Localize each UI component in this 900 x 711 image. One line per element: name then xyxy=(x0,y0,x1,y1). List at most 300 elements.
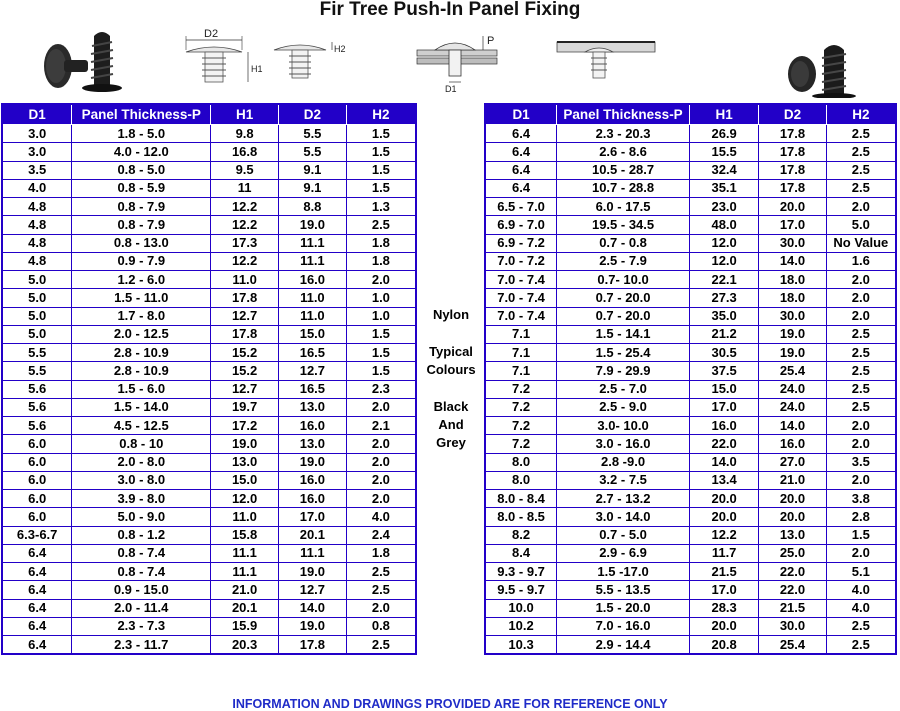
table-row xyxy=(485,198,896,216)
table-cell: 0.8 - 5.0 xyxy=(72,161,211,179)
table-cell: 2.5 - 7.9 xyxy=(557,252,690,270)
column-header: D1 xyxy=(485,104,557,125)
table-cell: 13.0 xyxy=(211,453,279,471)
table-row xyxy=(2,344,416,362)
table-cell: 15.2 xyxy=(211,344,279,362)
table-cell: 2.8 -9.0 xyxy=(557,453,690,471)
table-row xyxy=(2,289,416,307)
table-cell: 15.0 xyxy=(211,471,279,489)
table-cell: 12.7 xyxy=(211,380,279,398)
table-cell: 9.5 - 9.7 xyxy=(485,581,557,599)
table-cell: 17.8 xyxy=(759,125,826,143)
table-cell: 2.8 xyxy=(826,508,896,526)
table-row xyxy=(485,271,896,289)
table-row xyxy=(485,161,896,179)
table-cell: 4.0 xyxy=(826,581,896,599)
table-cell: 0.8 - 13.0 xyxy=(72,234,211,252)
table-cell: 17.0 xyxy=(279,508,347,526)
table-cell: 12.7 xyxy=(279,581,347,599)
column-header: H1 xyxy=(211,104,279,125)
table-cell: 11.0 xyxy=(211,271,279,289)
table-cell: 8.4 xyxy=(485,544,557,562)
table-cell: 6.0 xyxy=(2,508,72,526)
table-cell: 1.5 xyxy=(346,143,416,161)
table-cell: 5.0 xyxy=(2,289,72,307)
table-row xyxy=(485,453,896,471)
table-cell: 17.8 xyxy=(759,179,826,197)
table-cell: 3.0 xyxy=(2,125,72,143)
table-cell: 10.2 xyxy=(485,617,557,635)
table-cell: 32.4 xyxy=(689,161,758,179)
table-cell: 30.0 xyxy=(759,307,826,325)
table-row xyxy=(485,179,896,197)
table-cell: 2.5 xyxy=(826,617,896,635)
table-cell: 20.1 xyxy=(211,599,279,617)
table-cell: 17.8 xyxy=(211,289,279,307)
table-cell: 6.5 - 7.0 xyxy=(485,198,557,216)
table-row xyxy=(2,581,416,599)
table-cell: 10.5 - 28.7 xyxy=(557,161,690,179)
table-row xyxy=(2,398,416,416)
fixing-photo-left xyxy=(34,26,130,92)
table-cell: 2.0 xyxy=(346,271,416,289)
table-cell: 20.0 xyxy=(689,508,758,526)
table-cell: 9.5 xyxy=(211,161,279,179)
table-cell: 15.8 xyxy=(211,526,279,544)
table-cell: 16.0 xyxy=(279,271,347,289)
table-cell: 12.2 xyxy=(689,526,758,544)
table-cell: 25.4 xyxy=(759,362,826,380)
table-row xyxy=(2,252,416,270)
table-cell: 6.4 xyxy=(2,581,72,599)
table-cell: 2.5 - 7.0 xyxy=(557,380,690,398)
table-row xyxy=(2,380,416,398)
table-cell: 25.4 xyxy=(759,636,826,655)
table-cell: 16.0 xyxy=(759,435,826,453)
column-header: H1 xyxy=(689,104,758,125)
table-cell: 11.1 xyxy=(279,252,347,270)
table-cell: 13.0 xyxy=(279,398,347,416)
table-cell: 8.0 - 8.5 xyxy=(485,508,557,526)
column-header: H2 xyxy=(826,104,896,125)
table-cell: 35.0 xyxy=(689,307,758,325)
table-cell: 21.2 xyxy=(689,325,758,343)
table-cell: 7.0 - 7.4 xyxy=(485,271,557,289)
table-row xyxy=(485,490,896,508)
table-cell: 0.7 - 5.0 xyxy=(557,526,690,544)
table-cell: 2.0 xyxy=(826,271,896,289)
table-cell: 8.0 - 8.4 xyxy=(485,490,557,508)
table-cell: 6.4 xyxy=(485,125,557,143)
table-cell: 12.2 xyxy=(211,216,279,234)
table-cell: 1.5 xyxy=(346,325,416,343)
table-cell: 0.8 - 7.4 xyxy=(72,563,211,581)
table-cell: 3.0 - 8.0 xyxy=(72,471,211,489)
table-cell: 0.8 - 5.9 xyxy=(72,179,211,197)
table-cell: 1.5 xyxy=(346,362,416,380)
table-cell: 1.5 xyxy=(346,344,416,362)
table-cell: 19.0 xyxy=(759,325,826,343)
table-cell: 23.0 xyxy=(689,198,758,216)
material-label: Nylon xyxy=(432,307,470,322)
table-cell: 17.2 xyxy=(211,417,279,435)
table-cell: 14.0 xyxy=(279,599,347,617)
table-cell: 2.5 xyxy=(826,325,896,343)
table-cell: 3.2 - 7.5 xyxy=(557,471,690,489)
table-cell: 19.0 xyxy=(211,435,279,453)
table-cell: 19.0 xyxy=(279,617,347,635)
table-cell: 22.0 xyxy=(689,435,758,453)
table-cell: 4.0 xyxy=(346,508,416,526)
table-cell: 3.0 - 14.0 xyxy=(557,508,690,526)
table-cell: 5.0 xyxy=(2,325,72,343)
table-cell: 2.0 xyxy=(826,435,896,453)
table-row xyxy=(485,563,896,581)
table-cell: 2.0 xyxy=(346,471,416,489)
table-cell: 1.5 - 20.0 xyxy=(557,599,690,617)
table-cell: 5.5 xyxy=(279,125,347,143)
table-row xyxy=(2,544,416,562)
table-row xyxy=(2,198,416,216)
table-row xyxy=(485,252,896,270)
table-cell: 17.8 xyxy=(279,636,347,655)
table-cell: 2.4 xyxy=(346,526,416,544)
table-cell: 2.8 - 10.9 xyxy=(72,344,211,362)
table-cell: 16.0 xyxy=(279,471,347,489)
table-row xyxy=(485,599,896,617)
table-cell: 6.3-6.7 xyxy=(2,526,72,544)
table-row xyxy=(485,216,896,234)
table-cell: 13.0 xyxy=(279,435,347,453)
table-row xyxy=(2,271,416,289)
table-cell: 18.0 xyxy=(759,271,826,289)
table-row xyxy=(485,508,896,526)
table-cell: 5.5 - 13.5 xyxy=(557,581,690,599)
table-cell: 7.2 xyxy=(485,435,557,453)
colour-and-label: And xyxy=(438,417,464,432)
table-cell: 20.0 xyxy=(759,490,826,508)
column-header: H2 xyxy=(346,104,416,125)
page-title: Fir Tree Push-In Panel Fixing xyxy=(319,0,581,20)
table-cell: 27.0 xyxy=(759,453,826,471)
table-cell: 5.0 xyxy=(826,216,896,234)
column-header: Panel Thickness-P xyxy=(557,104,690,125)
table-cell: 1.8 - 5.0 xyxy=(72,125,211,143)
table-cell: No Value xyxy=(826,234,896,252)
table-row xyxy=(2,179,416,197)
table-row xyxy=(2,125,416,143)
label-h1: H1 xyxy=(251,64,263,74)
table-cell: 2.0 xyxy=(826,307,896,325)
table-row xyxy=(485,417,896,435)
table-cell: 2.5 xyxy=(826,362,896,380)
table-row xyxy=(485,581,896,599)
table-cell: 1.5 xyxy=(346,125,416,143)
table-row xyxy=(485,362,896,380)
table-cell: 4.5 - 12.5 xyxy=(72,417,211,435)
table-cell: 7.2 xyxy=(485,417,557,435)
table-cell: 11 xyxy=(211,179,279,197)
table-row xyxy=(485,617,896,635)
table-cell: 17.8 xyxy=(211,325,279,343)
table-cell: 6.0 xyxy=(2,471,72,489)
table-cell: 0.8 - 7.9 xyxy=(72,216,211,234)
table-cell: 0.7- 10.0 xyxy=(557,271,690,289)
table-cell: 2.3 - 11.7 xyxy=(72,636,211,655)
table-cell: 1.2 - 6.0 xyxy=(72,271,211,289)
table-cell: 2.5 xyxy=(346,581,416,599)
table-cell: 11.0 xyxy=(279,289,347,307)
table-cell: 8.0 xyxy=(485,453,557,471)
table-cell: 48.0 xyxy=(689,216,758,234)
table-cell: 20.8 xyxy=(689,636,758,655)
table-cell: 5.6 xyxy=(2,417,72,435)
table-cell: 4.8 xyxy=(2,216,72,234)
table-cell: 0.8 xyxy=(346,617,416,635)
table-row xyxy=(2,216,416,234)
table-cell: 7.0 - 16.0 xyxy=(557,617,690,635)
table-cell: 1.0 xyxy=(346,289,416,307)
table-row xyxy=(2,161,416,179)
table-cell: 1.5 xyxy=(346,179,416,197)
table-row xyxy=(2,636,416,655)
table-cell: 6.4 xyxy=(485,179,557,197)
table-cell: 0.7 - 20.0 xyxy=(557,307,690,325)
table-cell: 2.3 - 7.3 xyxy=(72,617,211,635)
table-cell: 1.0 xyxy=(346,307,416,325)
table-cell: 16.0 xyxy=(279,417,347,435)
table-cell: 12.7 xyxy=(279,362,347,380)
table-cell: 1.5 - 14.1 xyxy=(557,325,690,343)
panel-fixing-drawing xyxy=(555,34,665,84)
dimension-drawing-d2-h1 xyxy=(180,26,265,92)
table-row xyxy=(485,636,896,655)
installed-section-drawing xyxy=(415,28,505,96)
table-cell: 13.0 xyxy=(759,526,826,544)
table-cell: 11.7 xyxy=(689,544,758,562)
table-cell: 20.0 xyxy=(759,508,826,526)
table-cell: 30.0 xyxy=(759,617,826,635)
table-cell: 2.0 xyxy=(346,490,416,508)
table-cell: 8.8 xyxy=(279,198,347,216)
table-cell: 11.1 xyxy=(279,544,347,562)
table-row xyxy=(485,398,896,416)
colour-black-label: Black xyxy=(433,399,469,414)
table-cell: 26.9 xyxy=(689,125,758,143)
table-cell: 12.0 xyxy=(211,490,279,508)
table-cell: 0.8 - 1.2 xyxy=(72,526,211,544)
header-row xyxy=(2,104,416,125)
table-cell: 1.5 - 14.0 xyxy=(72,398,211,416)
table-cell: 2.5 xyxy=(826,179,896,197)
table-cell: 30.0 xyxy=(759,234,826,252)
table-cell: 5.5 xyxy=(2,344,72,362)
table-cell: 5.6 xyxy=(2,380,72,398)
table-cell: 17.0 xyxy=(689,398,758,416)
table-cell: 22.0 xyxy=(759,563,826,581)
table-cell: 12.0 xyxy=(689,252,758,270)
table-cell: 1.5 - 11.0 xyxy=(72,289,211,307)
table-cell: 5.5 xyxy=(279,143,347,161)
table-cell: 15.5 xyxy=(689,143,758,161)
table-row xyxy=(2,417,416,435)
typical-label: Typical xyxy=(429,344,473,359)
table-cell: 2.9 - 6.9 xyxy=(557,544,690,562)
table-row xyxy=(2,599,416,617)
table-cell: 7.1 xyxy=(485,362,557,380)
table-cell: 10.3 xyxy=(485,636,557,655)
table-row xyxy=(485,234,896,252)
fixing-photo-right xyxy=(780,40,872,98)
table-row xyxy=(485,344,896,362)
table-row xyxy=(485,307,896,325)
fixing-table-left xyxy=(1,103,417,655)
table-cell: 14.0 xyxy=(689,453,758,471)
table-cell: 11.1 xyxy=(279,234,347,252)
table-cell: 3.0- 10.0 xyxy=(557,417,690,435)
table-cell: 4.0 - 12.0 xyxy=(72,143,211,161)
table-cell: 2.5 xyxy=(826,398,896,416)
column-header: D2 xyxy=(759,104,826,125)
table-cell: 1.3 xyxy=(346,198,416,216)
table-cell: 16.5 xyxy=(279,380,347,398)
label-d2: D2 xyxy=(204,28,219,40)
table-cell: 2.0 xyxy=(826,471,896,489)
table-cell: 20.0 xyxy=(759,198,826,216)
table-cell: 2.5 xyxy=(826,143,896,161)
label-p: P xyxy=(487,35,495,47)
table-cell: 12.2 xyxy=(211,252,279,270)
table-row xyxy=(2,362,416,380)
table-cell: 5.6 xyxy=(2,398,72,416)
table-cell: 3.0 - 16.0 xyxy=(557,435,690,453)
table-row xyxy=(485,435,896,453)
table-cell: 27.3 xyxy=(689,289,758,307)
table-row xyxy=(2,508,416,526)
table-cell: 6.4 xyxy=(485,161,557,179)
table-cell: 6.0 - 17.5 xyxy=(557,198,690,216)
table-cell: 1.8 xyxy=(346,544,416,562)
table-cell: 4.8 xyxy=(2,198,72,216)
column-header: Panel Thickness-P xyxy=(72,104,211,125)
table-cell: 16.8 xyxy=(211,143,279,161)
table-cell: 3.8 xyxy=(826,490,896,508)
table-cell: 16.5 xyxy=(279,344,347,362)
table-cell: 24.0 xyxy=(759,398,826,416)
table-cell: 15.0 xyxy=(279,325,347,343)
table-cell: 28.3 xyxy=(689,599,758,617)
table-cell: 1.6 xyxy=(826,252,896,270)
table-cell: 5.0 xyxy=(2,271,72,289)
table-row xyxy=(2,526,416,544)
table-cell: 7.0 - 7.4 xyxy=(485,289,557,307)
table-cell: 15.2 xyxy=(211,362,279,380)
table-cell: 0.8 - 7.4 xyxy=(72,544,211,562)
table-cell: 13.4 xyxy=(689,471,758,489)
table-row xyxy=(2,307,416,325)
table-cell: 0.7 - 0.8 xyxy=(557,234,690,252)
table-cell: 6.4 xyxy=(2,636,72,655)
table-row xyxy=(2,325,416,343)
table-cell: 2.5 xyxy=(826,125,896,143)
table-cell: 4.0 xyxy=(2,179,72,197)
table-cell: 2.0 xyxy=(346,599,416,617)
table-cell: 1.8 xyxy=(346,252,416,270)
table-cell: 6.4 xyxy=(2,563,72,581)
table-cell: 9.1 xyxy=(279,161,347,179)
table-cell: 2.0 - 12.5 xyxy=(72,325,211,343)
table-cell: 2.5 xyxy=(826,344,896,362)
table-cell: 0.7 - 20.0 xyxy=(557,289,690,307)
table-cell: 7.0 - 7.4 xyxy=(485,307,557,325)
table-cell: 2.5 xyxy=(346,636,416,655)
table-cell: 0.9 - 15.0 xyxy=(72,581,211,599)
table-cell: 7.1 xyxy=(485,325,557,343)
table-cell: 1.8 xyxy=(346,234,416,252)
table-cell: 21.0 xyxy=(211,581,279,599)
table-cell: 2.6 - 8.6 xyxy=(557,143,690,161)
table-cell: 2.0 - 11.4 xyxy=(72,599,211,617)
table-cell: 14.0 xyxy=(759,252,826,270)
table-cell: 7.0 - 7.2 xyxy=(485,252,557,270)
table-cell: 11.0 xyxy=(211,508,279,526)
table-cell: 7.2 xyxy=(485,398,557,416)
table-cell: 17.0 xyxy=(689,581,758,599)
table-cell: 19.7 xyxy=(211,398,279,416)
table-cell: 9.3 - 9.7 xyxy=(485,563,557,581)
table-cell: 21.5 xyxy=(759,599,826,617)
table-cell: 17.3 xyxy=(211,234,279,252)
table-cell: 2.0 xyxy=(826,198,896,216)
table-cell: 0.8 - 10 xyxy=(72,435,211,453)
table-cell: 6.9 - 7.2 xyxy=(485,234,557,252)
label-d1: D1 xyxy=(445,84,457,94)
table-cell: 19.5 - 34.5 xyxy=(557,216,690,234)
table-cell: 2.7 - 13.2 xyxy=(557,490,690,508)
table-cell: 21.5 xyxy=(689,563,758,581)
table-cell: 18.0 xyxy=(759,289,826,307)
table-cell: 1.5 - 25.4 xyxy=(557,344,690,362)
table-cell: 2.5 xyxy=(826,636,896,655)
table-cell: 6.0 xyxy=(2,490,72,508)
table-cell: 11.1 xyxy=(211,544,279,562)
table-cell: 12.0 xyxy=(689,234,758,252)
table-row xyxy=(485,325,896,343)
table-cell: 16.0 xyxy=(689,417,758,435)
header-row xyxy=(485,104,896,125)
table-row xyxy=(485,289,896,307)
table-row xyxy=(2,234,416,252)
table-cell: 5.0 - 9.0 xyxy=(72,508,211,526)
table-cell: 15.9 xyxy=(211,617,279,635)
colour-grey-label: Grey xyxy=(436,435,466,450)
table-cell: 19.0 xyxy=(279,453,347,471)
table-cell: 2.0 xyxy=(346,453,416,471)
table-cell: 1.5 -17.0 xyxy=(557,563,690,581)
table-cell: 1.5 - 6.0 xyxy=(72,380,211,398)
table-cell: 2.0 xyxy=(826,544,896,562)
table-cell: 2.5 xyxy=(346,216,416,234)
table-cell: 22.1 xyxy=(689,271,758,289)
table-cell: 5.1 xyxy=(826,563,896,581)
table-cell: 14.0 xyxy=(759,417,826,435)
table-cell: 6.4 xyxy=(2,617,72,635)
table-row xyxy=(485,143,896,161)
table-cell: 20.0 xyxy=(689,617,758,635)
table-cell: 3.5 xyxy=(826,453,896,471)
table-cell: 20.0 xyxy=(689,490,758,508)
table-row xyxy=(2,435,416,453)
